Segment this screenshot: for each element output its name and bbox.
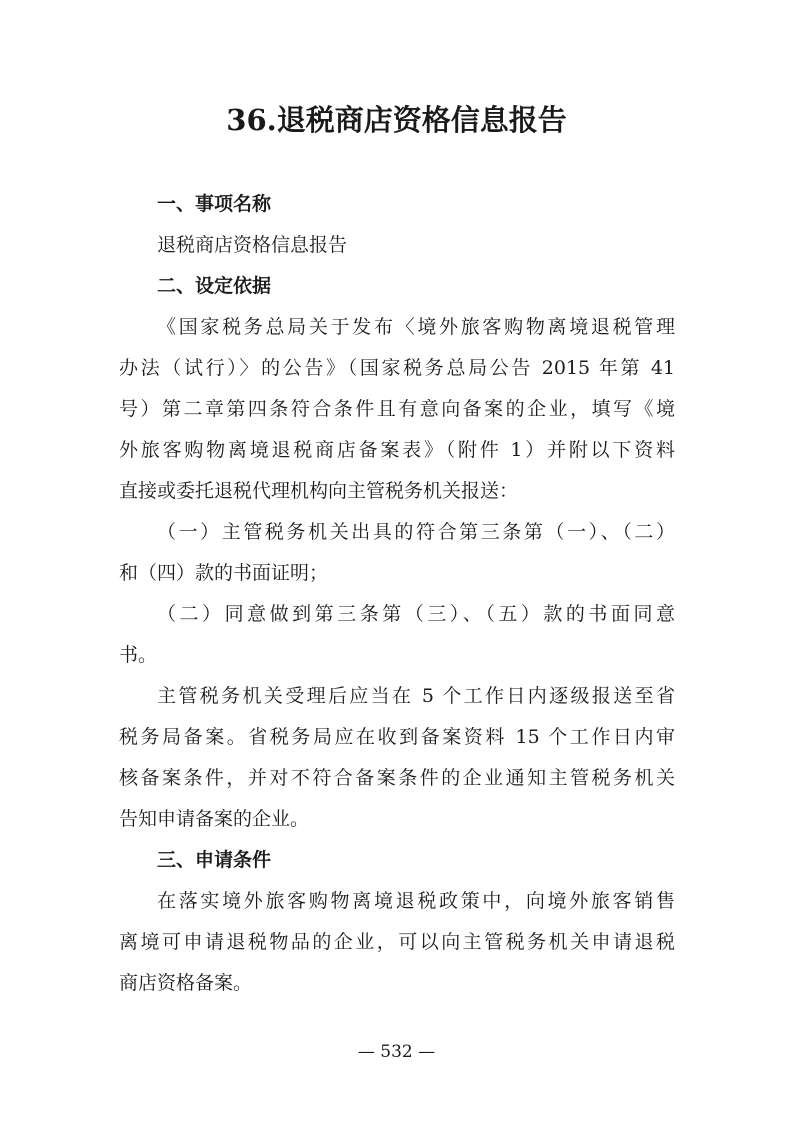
paragraph-line: （二）同意做到第三条第（三）、（五）款的书面同意 <box>157 603 675 625</box>
requirement-item-1 <box>119 512 675 594</box>
paragraph-line: 告知申请备案的企业。 <box>119 808 310 830</box>
document-body <box>119 184 675 1004</box>
paragraph-line: 外旅客购物离境退税商店备案表》（附件 1）并附以下资料 <box>119 439 675 461</box>
processing-paragraph <box>119 676 675 840</box>
paragraph-line: 书。 <box>119 644 158 666</box>
item-name-text: 退税商店资格信息报告 <box>157 234 348 256</box>
paragraph-line: 主管税务机关受理后应当在 5 个工作日内逐级报送至省 <box>157 685 675 707</box>
paragraph-line: 核备案条件，并对不符合备案条件的企业通知主管税务机关 <box>119 767 675 789</box>
paragraph-line: 税务局备案。省税务局应在收到备案资料 15 个工作日内审 <box>119 726 675 748</box>
paragraph-line: 和（四）款的书面证明； <box>119 562 329 584</box>
page-number: — 532 — <box>357 1042 436 1062</box>
requirement-item-2 <box>119 594 675 676</box>
application-conditions-paragraph <box>119 881 675 1004</box>
paragraph-line: 在落实境外旅客购物离境退税政策中，向境外旅客销售 <box>157 890 675 912</box>
paragraph-line: 号）第二章第四条符合条件且有意向备案的企业，填写《境 <box>119 398 675 420</box>
paragraph-line: 商店资格备案。 <box>119 972 253 994</box>
paragraph-line: 《国家税务总局关于发布〈境外旅客购物离境退税管理 <box>157 316 675 338</box>
section-heading-item-name: 一、事项名称 <box>157 193 272 215</box>
section-heading-application-conditions: 三、申请条件 <box>157 849 272 871</box>
legal-basis-paragraph <box>119 307 675 512</box>
page-title: 36.退税商店资格信息报告 <box>226 103 567 137</box>
paragraph-line: 直接或委托退税代理机构向主管税务机关报送： <box>119 480 519 502</box>
section-heading-legal-basis: 二、设定依据 <box>157 275 272 297</box>
paragraph-line: （一）主管税务机关出具的符合第三条第（一）、（二） <box>157 521 675 543</box>
paragraph-line: 办法（试行）〉的公告》（国家税务总局公告 2015 年第 41 <box>119 357 675 379</box>
paragraph-line: 离境可申请退税物品的企业，可以向主管税务机关申请退税 <box>119 931 675 953</box>
